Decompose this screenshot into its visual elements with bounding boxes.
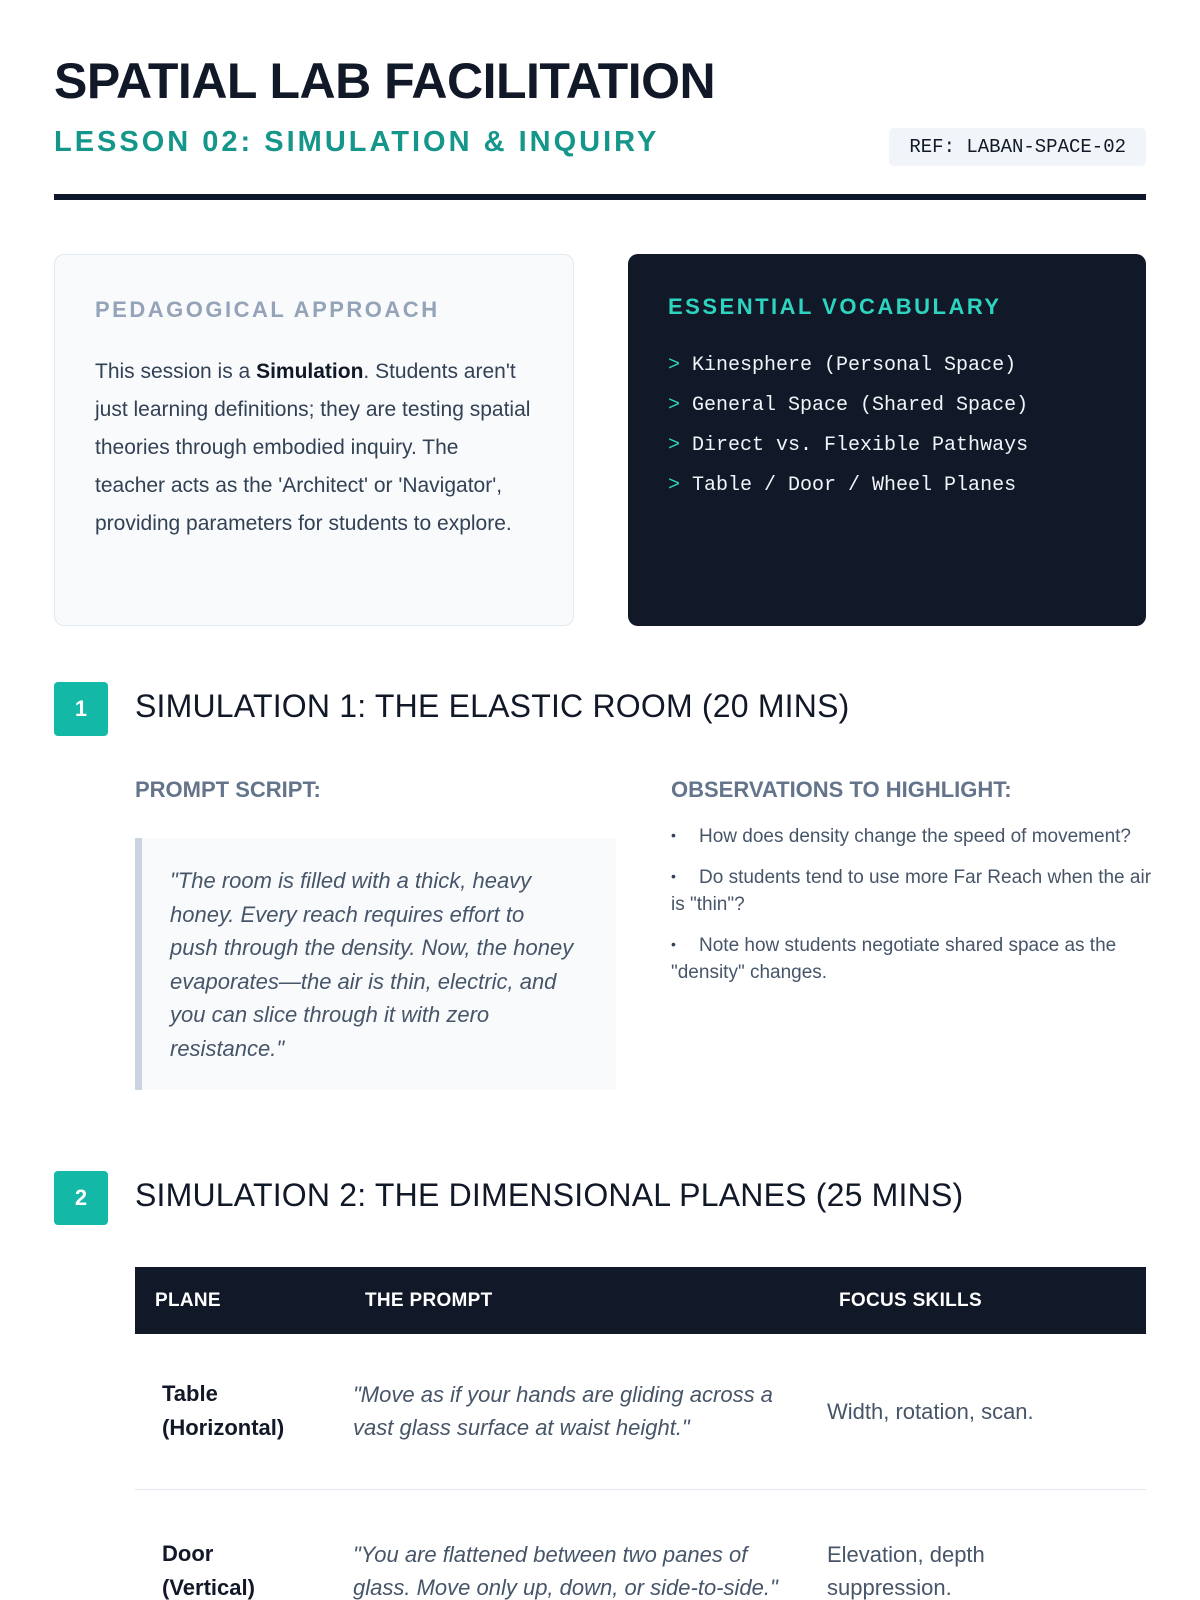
vocabulary-list [668, 346, 1106, 506]
reference-badge: REF: LABAN-SPACE-02 [889, 128, 1146, 166]
plane-name: Table [162, 1381, 218, 1407]
observations-heading: OBSERVATIONS TO HIGHLIGHT: [671, 777, 1012, 802]
vocabulary-item [668, 346, 1106, 386]
vocabulary-item [668, 386, 1106, 426]
focus-skills-cell: Elevation, depth suppression. [819, 1489, 1146, 1600]
approach-text-end: . Students aren't just learning definitions; they are testing spatial theories through embodied inquiry. The teacher acts as the 'Architect' or 'Navigator', providing parameters for students to explore. [95, 360, 531, 535]
essential-vocabulary-card [628, 254, 1146, 626]
chevron-right-icon: > [668, 474, 681, 497]
approach-text-bold: Simulation [256, 360, 364, 383]
vocabulary-term: General Space (Shared Space) [692, 394, 1029, 417]
table-row [135, 1489, 1146, 1600]
prompt-script-quote: "The room is filled with a thick, heavy honey. Every reach requires effort to push through the density. Now, the honey evaporates—the air is thin, electric, and you can slice through it with zero resistance." [135, 838, 616, 1090]
observation-item [671, 931, 1161, 986]
chevron-right-icon: > [668, 354, 681, 377]
approach-text [95, 353, 533, 543]
section-number-badge: 2 [54, 1171, 108, 1225]
plane-name: Door [162, 1541, 214, 1566]
table-header-row [135, 1267, 1146, 1334]
observation-text: Note how students negotiate shared space as the "density" changes. [671, 935, 1117, 983]
observations-list [671, 822, 1161, 999]
prompt-cell: "You are flattened between two panes of glass. Move only up, down, or side-to-side." [345, 1489, 819, 1600]
chevron-right-icon: > [668, 394, 681, 417]
observation-text: Do students tend to use more Far Reach when the air is "thin"? [671, 867, 1152, 915]
column-header-focus-skills: FOCUS SKILLS [839, 1289, 982, 1311]
simulation-2-title: SIMULATION 2: THE DIMENSIONAL PLANES (25 MINS) [135, 1177, 964, 1213]
header-divider [54, 194, 1146, 200]
lesson-subtitle: LESSON 02: SIMULATION & INQUIRY [54, 126, 660, 158]
plane-cell [135, 1334, 345, 1489]
plane-orientation: (Horizontal) [162, 1415, 285, 1441]
vocabulary-item [668, 426, 1106, 466]
column-header-prompt: THE PROMPT [365, 1289, 493, 1311]
vocabulary-term: Direct vs. Flexible Pathways [692, 434, 1029, 457]
column-header-plane: PLANE [155, 1289, 221, 1311]
approach-heading: PEDAGOGICAL APPROACH [95, 297, 440, 322]
pedagogical-approach-card [54, 254, 574, 626]
prompt-script-heading: PROMPT SCRIPT: [135, 777, 321, 802]
plane-orientation: (Vertical) [162, 1575, 255, 1600]
observation-item [671, 822, 1161, 850]
focus-skills-cell: Width, rotation, scan. [819, 1334, 1146, 1489]
prompt-cell: "Move as if your hands are gliding across a vast glass surface at waist height." [345, 1334, 819, 1489]
observation-item [671, 863, 1161, 918]
bullet-icon: • [671, 827, 676, 843]
vocabulary-term: Kinesphere (Personal Space) [692, 354, 1017, 377]
bullet-icon: • [671, 936, 676, 952]
simulation-1-title: SIMULATION 1: THE ELASTIC ROOM (20 MINS) [135, 688, 850, 724]
approach-text-start: This session is a [95, 360, 257, 383]
planes-table [135, 1267, 1146, 1600]
plane-cell [135, 1489, 345, 1600]
observation-text: How does density change the speed of movement? [699, 826, 1131, 847]
chevron-right-icon: > [668, 434, 681, 457]
vocabulary-item [668, 466, 1106, 506]
section-number-badge: 1 [54, 682, 108, 736]
vocabulary-term: Table / Door / Wheel Planes [692, 474, 1017, 497]
vocabulary-heading: ESSENTIAL VOCABULARY [668, 294, 1002, 319]
table-row [135, 1334, 1146, 1489]
bullet-icon: • [671, 868, 676, 884]
page-title: SPATIAL LAB FACILITATION [54, 53, 716, 109]
